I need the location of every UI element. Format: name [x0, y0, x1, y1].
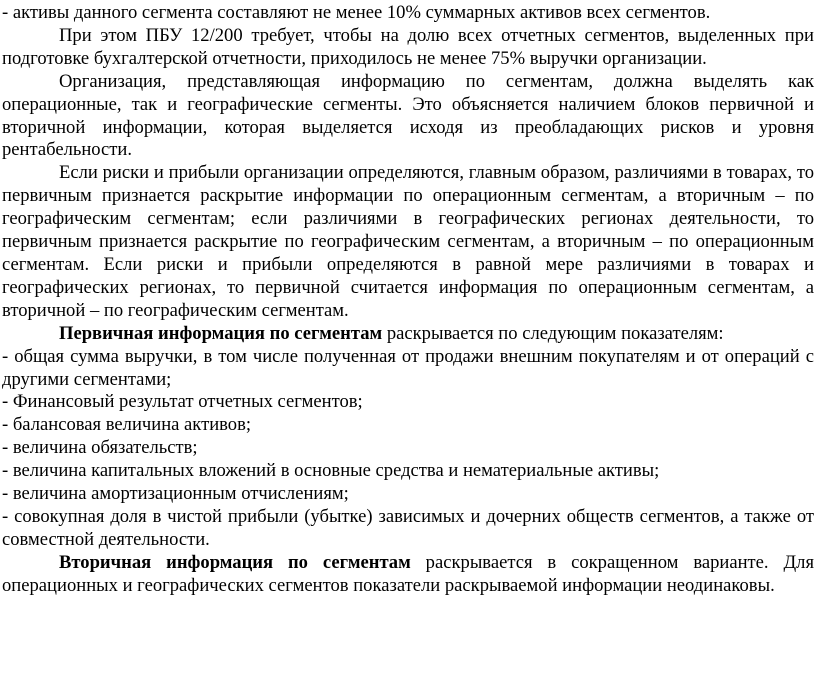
- list-item-financial-result: - Финансовый результат отчетных сегментов;: [2, 391, 363, 413]
- paragraph-risks-and-profits: Если риски и прибыли организации определяются, главным образом, различиями в товарах, то первичным признается раскрытие информации по операционным сегментам, а вторичным – по географическим сегментам; если различиями в географических регионах деятельности, то первичным признается раскрытие по географическим сегментам, а вторичным – по операционным сегментам. Если риски и прибыли определяются в равной мере различиями в товарах и географических регионах, то первичной считается информация по операционным сегментам, а вторичной – по географическим сегментам.: [2, 162, 814, 321]
- list-item-depreciation: - величина амортизационным отчислениям;: [2, 483, 349, 505]
- paragraph-assets-criterion: - активы данного сегмента составляют не менее 10% суммарных активов всех сегментов.: [2, 2, 711, 23]
- list-item-revenue: - общая сумма выручки, в том числе полученная от продажи внешним покупателям и от операций с другими сегментами;: [2, 345, 814, 390]
- paragraph-pbu-requirement: При этом ПБУ 12/200 требует, чтобы на долю всех отчетных сегментов, выделенных при подготовке бухгалтерской отчетности, приходилось не менее 75% выручки организации.: [2, 24, 814, 69]
- primary-info-heading: Первичная информация по сегментам: [59, 322, 383, 344]
- secondary-info-text: раскрывается в сокращенном варианте. Для операционных и географических сегментов показатели раскрываемой информации неодинаковы.: [2, 551, 814, 596]
- primary-info-text: раскрывается по следующим показателям:: [382, 322, 724, 344]
- list-item-share-of-profit: - совокупная доля в чистой прибыли (убытке) зависимых и дочерних обществ сегментов, а также от совместной деятельности.: [2, 505, 814, 550]
- paragraph-primary-info: [2, 323, 814, 346]
- list-item-capital-investments: - величина капитальных вложений в основные средства и нематериальные активы;: [2, 460, 660, 482]
- paragraph-segment-types: Организация, представляющая информацию по сегментам, должна выделять как операционные, так и географические сегменты. Это объясняется наличием блоков первичной и вторичной информации, которая выделяется исходя из преобладающих рисков и уровня рентабельности.: [2, 70, 814, 161]
- paragraph-secondary-info: [2, 552, 814, 598]
- list-item-assets: - балансовая величина активов;: [2, 414, 252, 436]
- secondary-info-heading: Вторичная информация по сегментам: [59, 551, 411, 573]
- list-item-liabilities: - величина обязательств;: [2, 437, 198, 459]
